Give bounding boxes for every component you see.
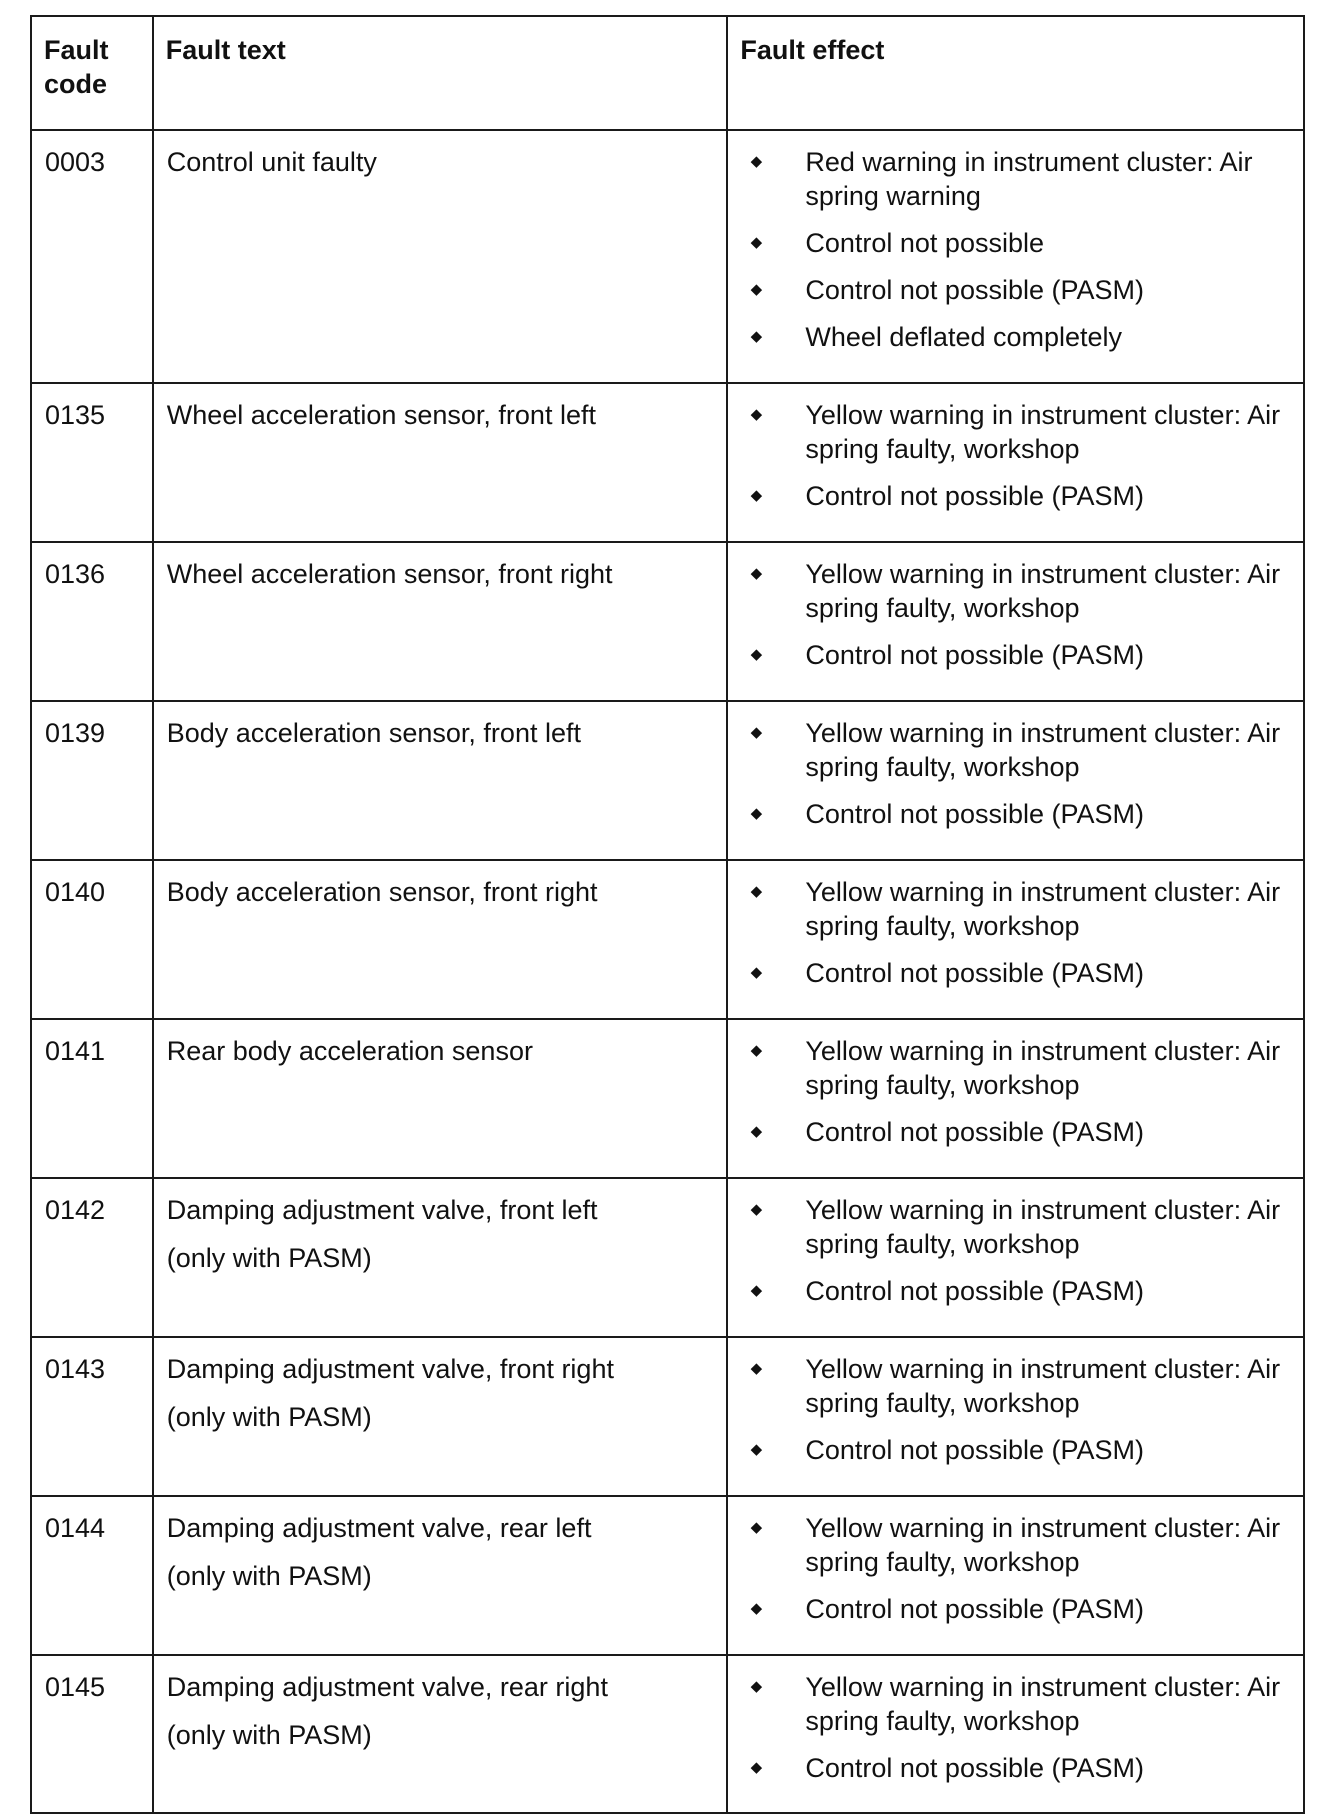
fault-code: 0003	[45, 147, 106, 177]
list-item	[742, 1034, 1289, 1102]
fault-code-cell	[31, 383, 153, 542]
table-row	[31, 1178, 1304, 1337]
fault-effect-cell	[727, 1496, 1304, 1655]
fault-code: 0144	[45, 1513, 106, 1543]
fault-text-cell	[153, 383, 728, 542]
fault-text-line: (only with PASM)	[166, 1720, 372, 1750]
fault-code-cell	[31, 1019, 153, 1178]
fault-text-cell	[153, 542, 728, 701]
diamond-bullet-icon: ◆	[750, 1678, 763, 1695]
list-item	[742, 557, 1289, 625]
fault-effect-text: Yellow warning in instrument cluster: Air spring faulty, workshop	[805, 1672, 1281, 1736]
fault-text-line: (only with PASM)	[166, 1561, 372, 1591]
fault-text-cell	[153, 1019, 728, 1178]
diamond-bullet-icon: ◆	[750, 1123, 763, 1140]
list-item	[742, 1670, 1289, 1738]
fault-code: 0143	[45, 1354, 106, 1384]
header-fault-code-line-2: code	[44, 69, 108, 99]
fault-effect-cell	[727, 1178, 1304, 1337]
diamond-bullet-icon: ◆	[750, 964, 763, 981]
fault-effect-list	[728, 131, 1303, 354]
fault-text-cell	[153, 1178, 728, 1337]
fault-effect-text: Yellow warning in instrument cluster: Air spring faulty, workshop	[805, 1195, 1281, 1259]
fault-text-cell	[153, 1496, 728, 1655]
list-item	[742, 1433, 1289, 1467]
fault-effect-text: Control not possible (PASM)	[805, 1276, 1144, 1306]
fault-effect-cell	[727, 542, 1304, 701]
list-item	[742, 145, 1289, 213]
fault-text-line: Wheel acceleration sensor, front right	[166, 559, 613, 589]
table-row	[31, 383, 1304, 542]
table-row	[31, 1337, 1304, 1496]
fault-effect-list	[728, 1656, 1303, 1785]
fault-effect-text: Yellow warning in instrument cluster: Air spring faulty, workshop	[805, 1036, 1281, 1100]
diamond-bullet-icon: ◆	[750, 1282, 763, 1299]
fault-text-line: Damping adjustment valve, rear left	[166, 1513, 592, 1543]
table-header	[31, 16, 1304, 130]
fault-effect-cell	[727, 1019, 1304, 1178]
fault-code: 0136	[45, 559, 106, 589]
fault-effect-text: Yellow warning in instrument cluster: Air spring faulty, workshop	[805, 559, 1281, 623]
fault-code: 0140	[45, 877, 106, 907]
diamond-bullet-icon: ◆	[750, 328, 763, 345]
fault-effect-list	[728, 702, 1303, 831]
diamond-bullet-icon: ◆	[750, 281, 763, 298]
list-item	[742, 1751, 1289, 1785]
header-fault-code-line-1: Fault	[44, 35, 109, 65]
fault-code-cell	[31, 542, 153, 701]
list-item	[742, 875, 1289, 943]
table-row	[31, 860, 1304, 1019]
fault-effect-text: Control not possible	[805, 228, 1044, 258]
fault-code-table	[30, 15, 1305, 1814]
diamond-bullet-icon: ◆	[750, 565, 763, 582]
fault-effect-list	[728, 861, 1303, 990]
fault-effect-cell	[727, 860, 1304, 1019]
table-body	[31, 130, 1304, 1813]
fault-effect-text: Control not possible (PASM)	[805, 1435, 1144, 1465]
fault-effect-text: Control not possible (PASM)	[805, 958, 1144, 988]
diamond-bullet-icon: ◆	[750, 883, 763, 900]
fault-code: 0142	[45, 1195, 106, 1225]
list-item	[742, 956, 1289, 990]
diamond-bullet-icon: ◆	[750, 1441, 763, 1458]
list-item	[742, 1115, 1289, 1149]
header-fault-text-label: Fault text	[165, 35, 286, 65]
diamond-bullet-icon: ◆	[750, 1519, 763, 1536]
list-item	[742, 226, 1289, 260]
table-row	[31, 542, 1304, 701]
table-row	[31, 1496, 1304, 1655]
diamond-bullet-icon: ◆	[750, 1201, 763, 1218]
list-item	[742, 1274, 1289, 1308]
fault-text-line: Control unit faulty	[166, 147, 377, 177]
fault-effect-text: Control not possible (PASM)	[805, 1117, 1144, 1147]
fault-effect-cell	[727, 1337, 1304, 1496]
fault-text-line: Damping adjustment valve, rear right	[166, 1672, 608, 1702]
fault-effect-list	[728, 384, 1303, 513]
table-row	[31, 701, 1304, 860]
fault-effect-cell	[727, 383, 1304, 542]
fault-effect-list	[728, 1497, 1303, 1626]
fault-effect-text: Yellow warning in instrument cluster: Air spring faulty, workshop	[805, 718, 1281, 782]
fault-code: 0141	[45, 1036, 106, 1066]
fault-effect-text: Yellow warning in instrument cluster: Air spring faulty, workshop	[805, 400, 1281, 464]
fault-effect-text: Red warning in instrument cluster: Air spring warning	[805, 147, 1253, 211]
table-row	[31, 1655, 1304, 1813]
fault-effect-text: Yellow warning in instrument cluster: Air spring faulty, workshop	[805, 1513, 1281, 1577]
list-item	[742, 1592, 1289, 1626]
diamond-bullet-icon: ◆	[750, 234, 763, 251]
fault-code-cell	[31, 860, 153, 1019]
list-item	[742, 479, 1289, 513]
fault-text-line: (only with PASM)	[166, 1402, 372, 1432]
fault-effect-text: Control not possible (PASM)	[805, 481, 1144, 511]
fault-text-line: Body acceleration sensor, front right	[166, 877, 598, 907]
diamond-bullet-icon: ◆	[750, 1042, 763, 1059]
fault-effect-cell	[727, 1655, 1304, 1813]
fault-effect-text: Control not possible (PASM)	[805, 640, 1144, 670]
fault-code-cell	[31, 1178, 153, 1337]
table-row	[31, 1019, 1304, 1178]
diamond-bullet-icon: ◆	[750, 153, 763, 170]
diamond-bullet-icon: ◆	[750, 1360, 763, 1377]
fault-text-line: (only with PASM)	[166, 1243, 372, 1273]
fault-effect-text: Control not possible (PASM)	[805, 799, 1144, 829]
fault-effect-list	[728, 543, 1303, 672]
list-item	[742, 716, 1289, 784]
list-item	[742, 398, 1289, 466]
list-item	[742, 1193, 1289, 1261]
fault-effect-text: Control not possible (PASM)	[805, 1594, 1144, 1624]
list-item	[742, 638, 1289, 672]
fault-code: 0135	[45, 400, 106, 430]
fault-effect-text: Control not possible (PASM)	[805, 275, 1144, 305]
fault-text-line: Rear body acceleration sensor	[166, 1036, 533, 1066]
header-fault-effect	[727, 16, 1304, 130]
diamond-bullet-icon: ◆	[750, 1600, 763, 1617]
fault-text-cell	[153, 1655, 728, 1813]
fault-code-cell	[31, 1655, 153, 1813]
fault-text-cell	[153, 130, 728, 383]
fault-text-line: Wheel acceleration sensor, front left	[166, 400, 596, 430]
fault-code-cell	[31, 701, 153, 860]
list-item	[742, 273, 1289, 307]
list-item	[742, 797, 1289, 831]
fault-code-cell	[31, 1496, 153, 1655]
list-item	[742, 1511, 1289, 1579]
fault-code: 0139	[45, 718, 106, 748]
fault-effect-text: Yellow warning in instrument cluster: Air spring faulty, workshop	[805, 877, 1281, 941]
header-fault-code	[31, 16, 153, 130]
fault-code: 0145	[45, 1672, 106, 1702]
diamond-bullet-icon: ◆	[750, 805, 763, 822]
fault-effect-list	[728, 1179, 1303, 1308]
list-item	[742, 1352, 1289, 1420]
fault-text-cell	[153, 860, 728, 1019]
fault-effect-cell	[727, 130, 1304, 383]
diamond-bullet-icon: ◆	[750, 406, 763, 423]
fault-text-cell	[153, 1337, 728, 1496]
fault-code-cell	[31, 1337, 153, 1496]
fault-text-line: Damping adjustment valve, front left	[166, 1195, 598, 1225]
fault-code-cell	[31, 130, 153, 383]
list-item	[742, 320, 1289, 354]
fault-effect-list	[728, 1338, 1303, 1467]
header-fault-text	[153, 16, 728, 130]
diamond-bullet-icon: ◆	[750, 646, 763, 663]
diamond-bullet-icon: ◆	[750, 1759, 763, 1776]
fault-effect-cell	[727, 701, 1304, 860]
table-row	[31, 130, 1304, 383]
diamond-bullet-icon: ◆	[750, 724, 763, 741]
fault-text-cell	[153, 701, 728, 860]
diamond-bullet-icon: ◆	[750, 487, 763, 504]
header-fault-effect-label: Fault effect	[740, 35, 885, 65]
fault-effect-text: Wheel deflated completely	[805, 322, 1123, 352]
fault-effect-text: Yellow warning in instrument cluster: Air spring faulty, workshop	[805, 1354, 1281, 1418]
fault-text-line: Damping adjustment valve, front right	[166, 1354, 614, 1384]
header-row	[31, 16, 1304, 130]
fault-effect-text: Control not possible (PASM)	[805, 1753, 1144, 1783]
fault-effect-list	[728, 1020, 1303, 1149]
fault-text-line: Body acceleration sensor, front left	[166, 718, 581, 748]
